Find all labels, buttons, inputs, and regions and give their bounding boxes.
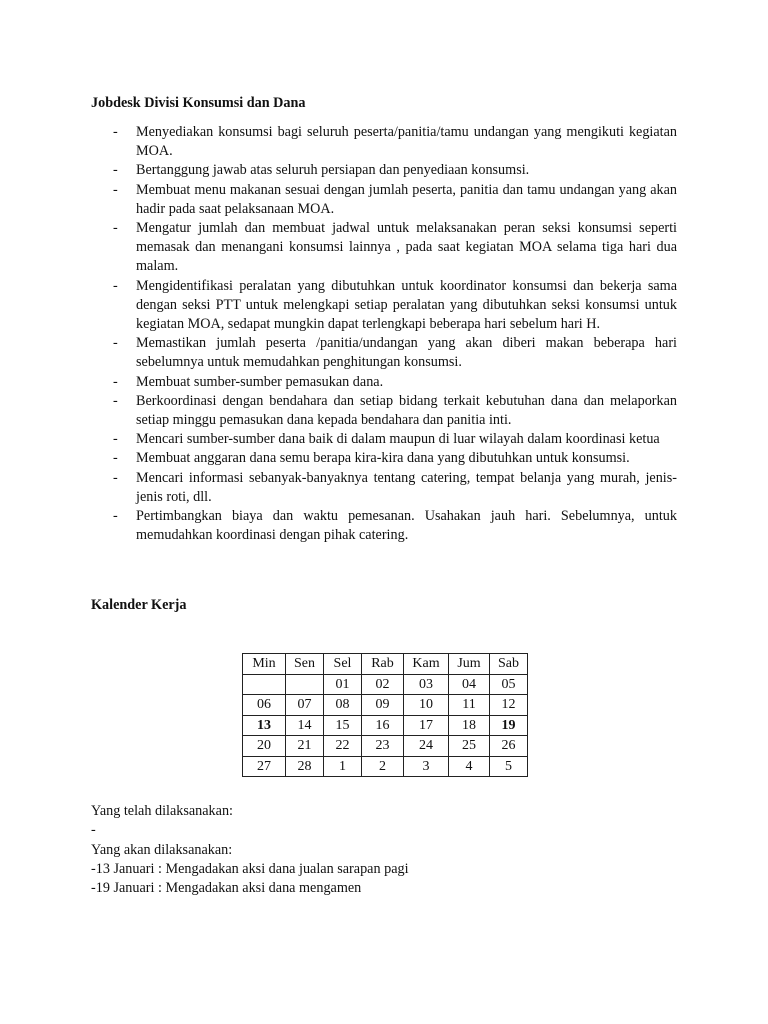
bullet: - [113,392,118,409]
calendar-cell: 5 [490,756,528,777]
bullet: - [113,469,118,486]
calendar-row [243,674,528,695]
calendar-cell: 26 [490,736,528,757]
calendar-heading: Kalender Kerja [91,597,187,613]
bullet: - [113,335,118,352]
day-header: Kam [404,654,449,675]
calendar-cell: 05 [490,674,528,695]
calendar-header-row [243,654,528,675]
planned-label: Yang akan dilaksanakan: [91,841,233,858]
list-item-text: Membuat sumber-sumber pemasukan dana. [136,373,384,390]
calendar-cell: 10 [404,695,449,716]
list-item [113,392,677,430]
list-item-text: Pertimbangkan biaya dan waktu pemesanan. Usahakan jauh hari. Sebelumnya, untuk memudahkan koordinasi dengan pihak catering. [136,508,677,544]
list-item [113,123,677,161]
bullet: - [113,277,118,294]
planned-item: -19 Januari : Mengadakan aksi dana mengamen [91,880,362,897]
jobdesk-heading: Jobdesk Divisi Konsumsi dan Dana [91,95,306,111]
day-header: Min [243,654,286,675]
list-item-text: Berkoordinasi dengan bendahara dan setiap bidang terkait kebutuhan dana dan melaporkan setiap minggu pemasukan dana kepada bendahara dan panitia inti. [136,392,677,429]
calendar-cell: 3 [404,756,449,777]
activity-notes [91,802,409,898]
calendar-row [243,715,528,736]
list-item-text: Membuat menu makanan sesuai dengan jumlah peserta, panitia dan tamu undangan yang akan hadir pada saat pelaksanaan MOA. [136,181,677,217]
jobdesk-list [113,123,677,545]
list-item-text: Mencari sumber-sumber dana baik di dalam maupun di luar wilayah dalam koordinasi ketua [136,431,660,448]
list-item [113,507,677,545]
calendar-cell: 20 [243,736,286,757]
calendar-cell: 27 [243,756,286,777]
bullet: - [113,162,118,179]
calendar-cell [286,674,324,695]
day-header: Sel [324,654,362,675]
calendar-cell: 24 [404,736,449,757]
list-item [113,334,677,372]
calendar-cell: 22 [324,736,362,757]
calendar-cell: 03 [404,674,449,695]
list-item [113,161,677,180]
calendar-cell: 01 [324,674,362,695]
calendar-row [243,695,528,716]
list-item [113,469,677,507]
calendar-cell: 14 [286,715,324,736]
calendar-cell: 19 [490,715,528,736]
calendar-cell: 15 [324,715,362,736]
calendar-cell: 18 [449,715,490,736]
done-label: Yang telah dilaksanakan: [91,803,233,819]
list-item-text: Mengidentifikasi peralatan yang dibutuhkan untuk koordinator konsumsi dan bekerja sama dengan seksi PTT untuk melengkapi setiap peralatan yang dibutuhkan seksi konsumsi untuk kegiatan MOA, sedapat mungkin dapat terlengkapi beberapa hari sebelum hari H. [136,277,677,333]
calendar-cell: 4 [449,756,490,777]
bullet: - [113,450,118,467]
list-item-text: Memastikan jumlah peserta /panitia/undangan yang akan diberi makan beberapa hari sebelumnya untuk memudahkan penghitungan konsumsi. [136,335,677,371]
calendar-cell: 07 [286,695,324,716]
planned-item: -13 Januari : Mengadakan aksi dana jualan sarapan pagi [91,860,409,877]
list-item [113,430,677,449]
list-item [113,219,677,277]
calendar-cell: 12 [490,695,528,716]
bullet: - [113,431,118,448]
day-header: Jum [449,654,490,675]
bullet: - [113,220,118,237]
calendar-cell: 02 [362,674,404,695]
bullet: - [113,124,118,140]
list-item-text: Membuat anggaran dana semu berapa kira-kira dana yang dibutuhkan untuk konsumsi. [136,450,630,467]
calendar-cell: 04 [449,674,490,695]
list-item [113,373,677,392]
bullet: - [113,373,118,390]
calendar-cell: 1 [324,756,362,777]
day-header: Rab [362,654,404,675]
calendar-cell: 28 [286,756,324,777]
calendar-table [242,653,528,777]
calendar-cell: 16 [362,715,404,736]
calendar-row [243,736,528,757]
list-item [113,449,677,468]
list-item [113,277,677,335]
calendar-cell: 2 [362,756,404,777]
list-item-text: Bertanggung jawab atas seluruh persiapan dan penyediaan konsumsi. [136,162,530,179]
calendar-cell: 11 [449,695,490,716]
calendar-cell: 21 [286,736,324,757]
calendar-cell [243,674,286,695]
list-item-text: Mengatur jumlah dan membuat jadwal untuk melaksanakan peran seksi konsumsi seperti memasak dan menangani konsumsi lainnya , pada saat kegiatan MOA selama tiga hari dua malam. [136,220,677,275]
list-item-text: Menyediakan konsumsi bagi seluruh peserta/panitia/tamu undangan yang mengikuti kegiatan MOA. [136,124,677,160]
calendar-cell: 06 [243,695,286,716]
done-item: - [91,822,96,839]
calendar-cell: 25 [449,736,490,757]
calendar-cell: 17 [404,715,449,736]
calendar-cell: 09 [362,695,404,716]
calendar-cell: 08 [324,695,362,716]
calendar-cell: 23 [362,736,404,757]
list-item-text: Mencari informasi sebanyak-banyaknya tentang catering, tempat belanja yang murah, jenis-jenis roti, dll. [136,469,677,505]
calendar-row [243,756,528,777]
bullet: - [113,181,118,198]
bullet: - [113,508,118,525]
list-item [113,181,677,219]
calendar-cell: 13 [243,715,286,736]
day-header: Sab [490,654,528,675]
day-header: Sen [286,654,324,675]
